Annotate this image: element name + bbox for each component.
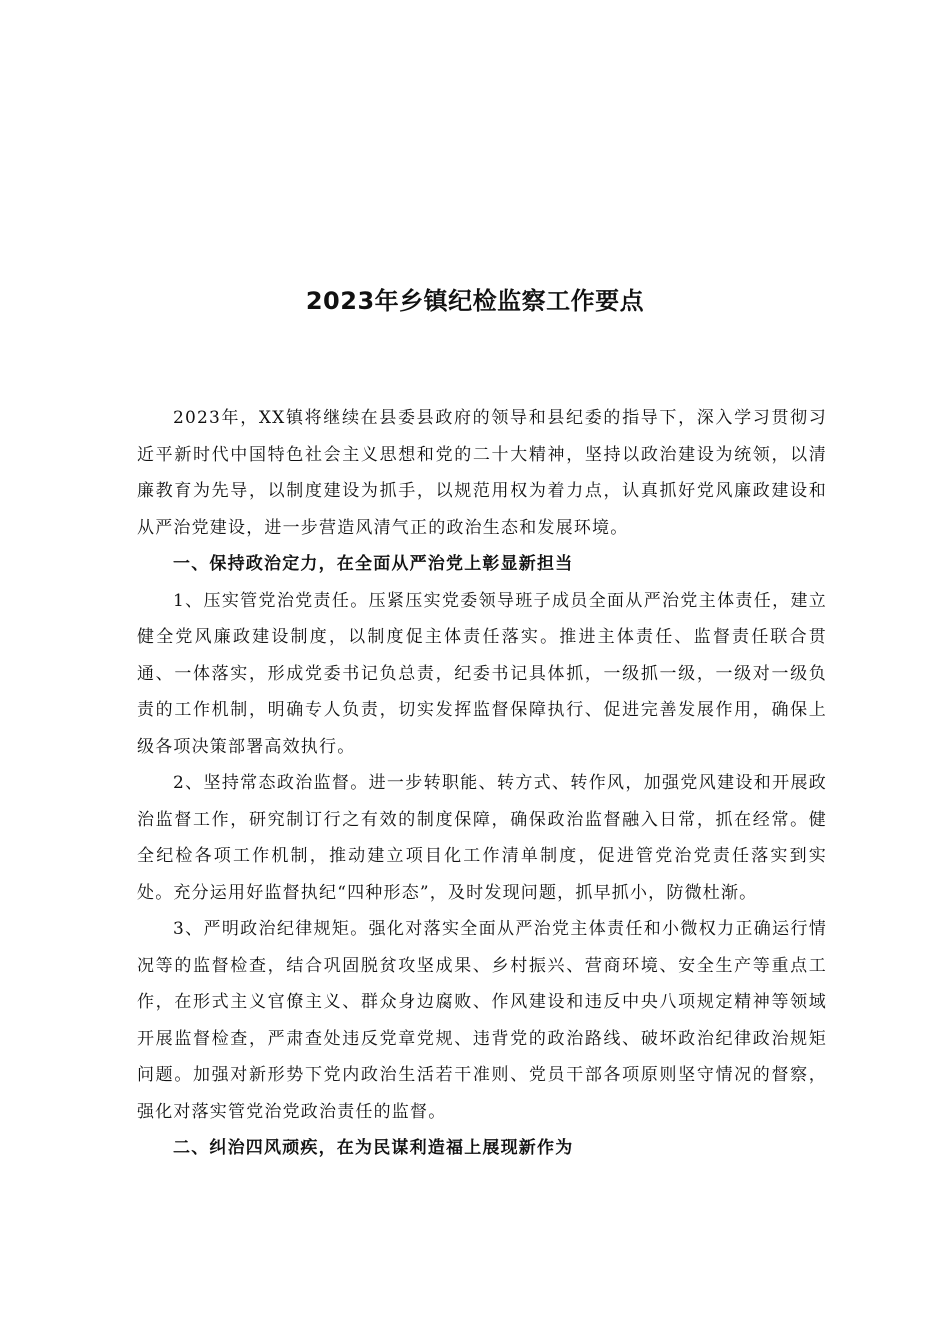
section-heading-1: 一、保持政治定力，在全面从严治党上彰显新担当 (173, 554, 574, 574)
section1-item-1: 1、压实管党治党责任。压紧压实党委领导班子成员全面从严治党主体责任，建立健全党风廉政建设制度，以制度促主体责任落实。推进主体责任、监督责任联合贯通、一体落实，形成党委书记负总责，纪委书记具体抓，一级抓一级，一级对一级负责的工作机制，明确专人负责，切实发挥监督保障执行、促进完善发展作用，确保上级各项决策部署高效执行。 (137, 590, 827, 757)
section1-item-2: 2、坚持常态政治监督。进一步转职能、转方式、转作风，加强党风建设和开展政治监督工作，研究制订行之有效的制度保障，确保政治监督融入日常，抓在经常。健全纪检各项工作机制，推动建立项目化工作清单制度，促进管党治党责任落实到实处。充分运用好监督执纪“四种形态”，及时发现问题，抓早抓小，防微杜渐。 (137, 773, 827, 903)
section-heading-2: 二、纠治四风顽疾，在为民谋利造福上展现新作为 (173, 1138, 574, 1158)
document-body (137, 400, 827, 1167)
section1-item-3: 3、严明政治纪律规矩。强化对落实全面从严治党主体责任和小微权力正确运行情况等的监督检查，结合巩固脱贫攻坚成果、乡村振兴、营商环境、安全生产等重点工作，在形式主义官僚主义、群众身边腐败、作风建设和违反中央八项规定精神等领域开展监督检查，严肃查处违反党章党规、违背党的政治路线、破坏政治纪律政治规矩问题。加强对新形势下党内政治生活若干准则、党员干部各项原则坚守情况的督察，强化对落实管党治党政治责任的监督。 (137, 919, 827, 1122)
intro-paragraph: 2023年，XX镇将继续在县委县政府的领导和县纪委的指导下，深入学习贯彻习近平新时代中国特色社会主义思想和党的二十大精神，坚持以政治建设为统领，以清廉教育为先导，以制度建设为抓手，以规范用权为着力点，认真抓好党风廉政建设和从严治党建设，进一步营造风清气正的政治生态和发展环境。 (137, 408, 827, 538)
document-title: 2023年乡镇纪检监察工作要点 (305, 287, 645, 315)
